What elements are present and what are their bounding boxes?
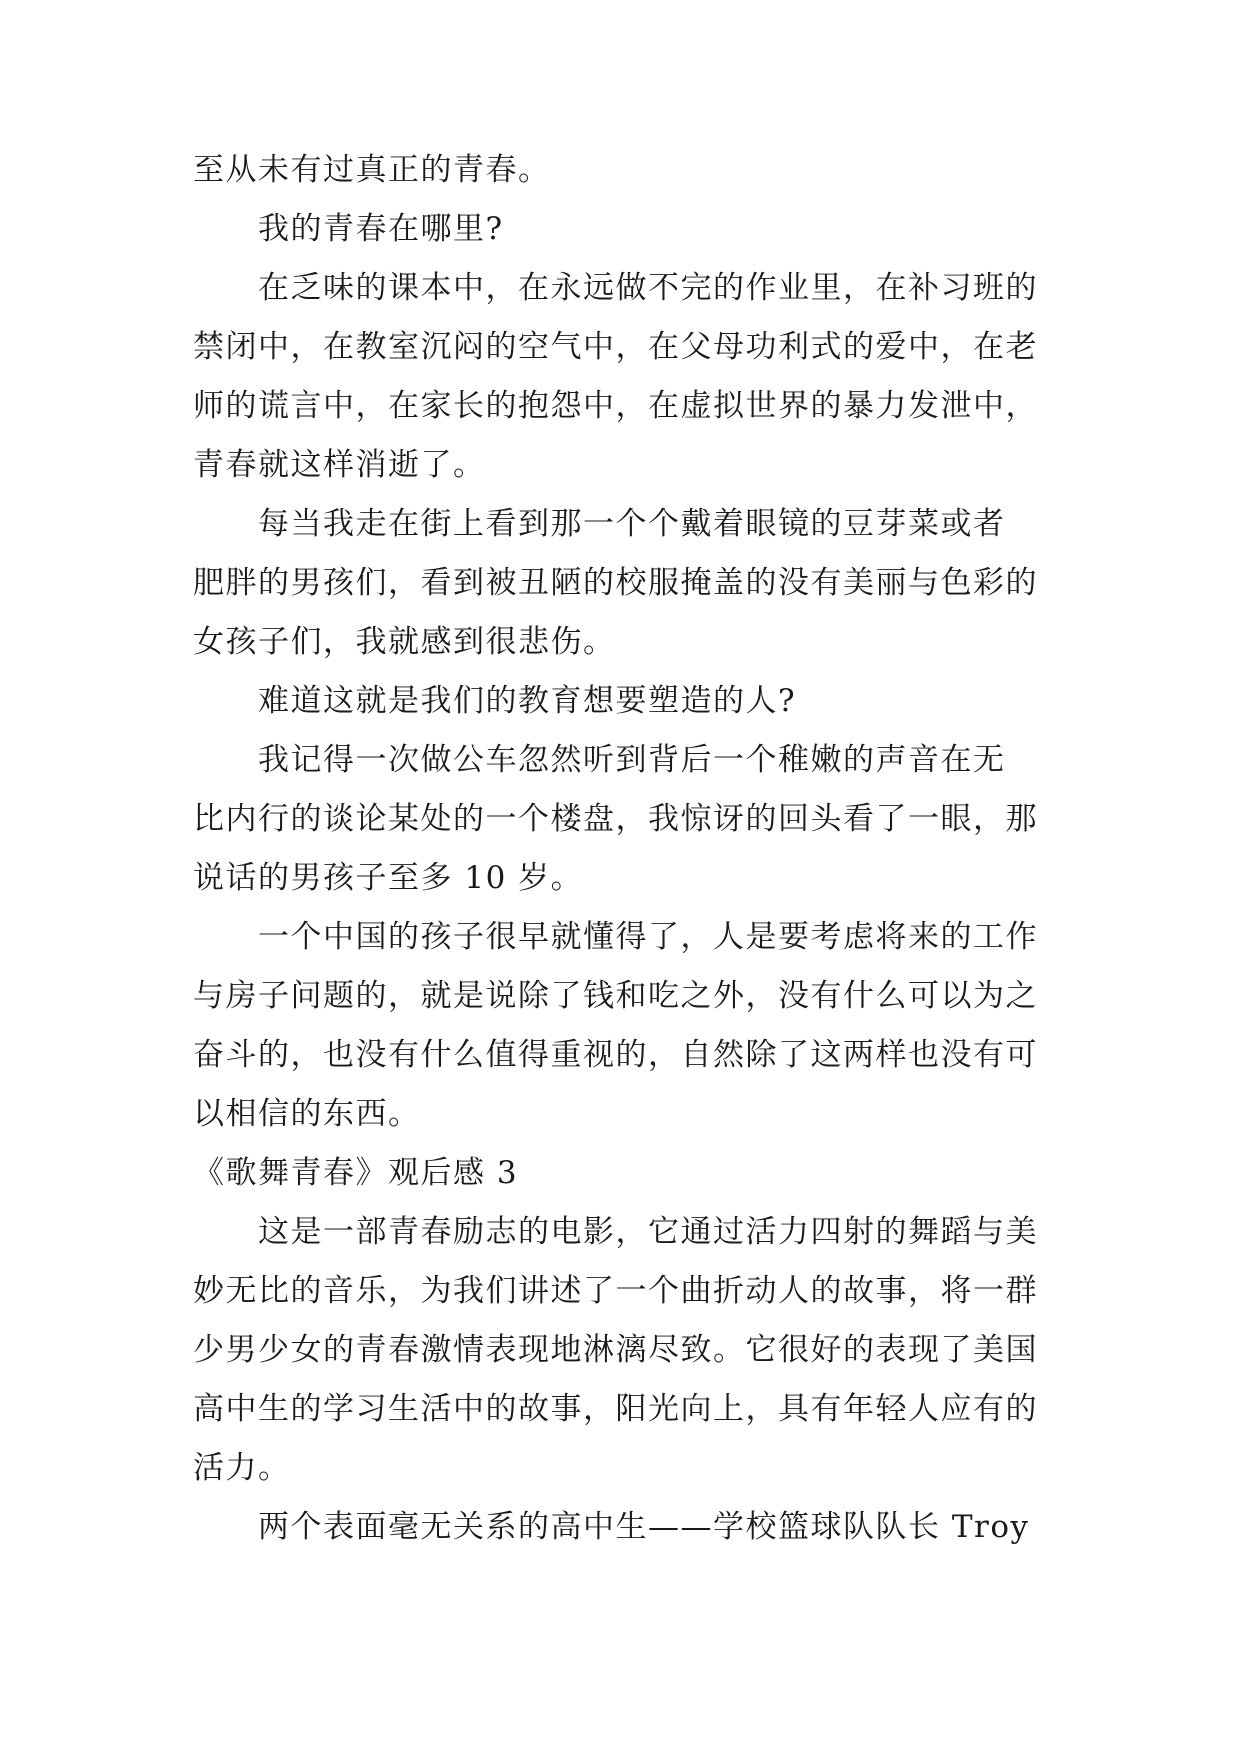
text-line: 活力。 [193, 1450, 291, 1486]
text-line: 每当我走在街上看到那一个个戴着眼镜的豆芽菜或者 [258, 506, 1006, 542]
text-line: 肥胖的男孩们，看到被丑陋的校服掩盖的没有美丽与色彩的 [193, 565, 1038, 601]
text-line: 我的青春在哪里? [258, 211, 504, 247]
text-line: 我记得一次做公车忽然听到背后一个稚嫩的声音在无 [258, 742, 1006, 778]
text-line: 难道这就是我们的教育想要塑造的人? [258, 683, 797, 719]
text-line: 至从未有过真正的青春。 [193, 152, 551, 188]
text-line: 说话的男孩子至多 10 岁。 [193, 860, 584, 896]
text-line: 禁闭中，在教室沉闷的空气中，在父母功利式的爱中，在老 [193, 329, 1038, 365]
text-line: 与房子问题的，就是说除了钱和吃之外，没有什么可以为之 [193, 978, 1038, 1014]
text-line: 师的谎言中，在家长的抱怨中，在虚拟世界的暴力发泄中， [193, 388, 1038, 424]
text-line: 少男少女的青春激情表现地淋漓尽致。它很好的表现了美国 [193, 1332, 1038, 1368]
text-line: 以相信的东西。 [193, 1096, 421, 1132]
text-line: 一个中国的孩子很早就懂得了，人是要考虑将来的工作 [258, 919, 1038, 955]
text-line: 两个表面毫无关系的高中生——学校篮球队队长 Troy [258, 1509, 1030, 1545]
text-line: 在乏味的课本中，在永远做不完的作业里，在补习班的 [258, 270, 1038, 306]
text-line: 奋斗的，也没有什么值得重视的，自然除了这两样也没有可 [193, 1037, 1038, 1073]
text-line: 妙无比的音乐，为我们讲述了一个曲折动人的故事，将一群 [193, 1273, 1038, 1309]
text-line: 青春就这样消逝了。 [193, 447, 486, 483]
text-line: 这是一部青春励志的电影，它通过活力四射的舞蹈与美 [258, 1214, 1038, 1250]
text-line: 比内行的谈论某处的一个楼盘，我惊讶的回头看了一眼，那 [193, 801, 1038, 837]
text-line: 女孩子们，我就感到很悲伤。 [193, 624, 616, 660]
text-line: 高中生的学习生活中的故事，阳光向上，具有年轻人应有的 [193, 1391, 1038, 1427]
section-heading: 《歌舞青春》观后感 3 [193, 1155, 519, 1191]
